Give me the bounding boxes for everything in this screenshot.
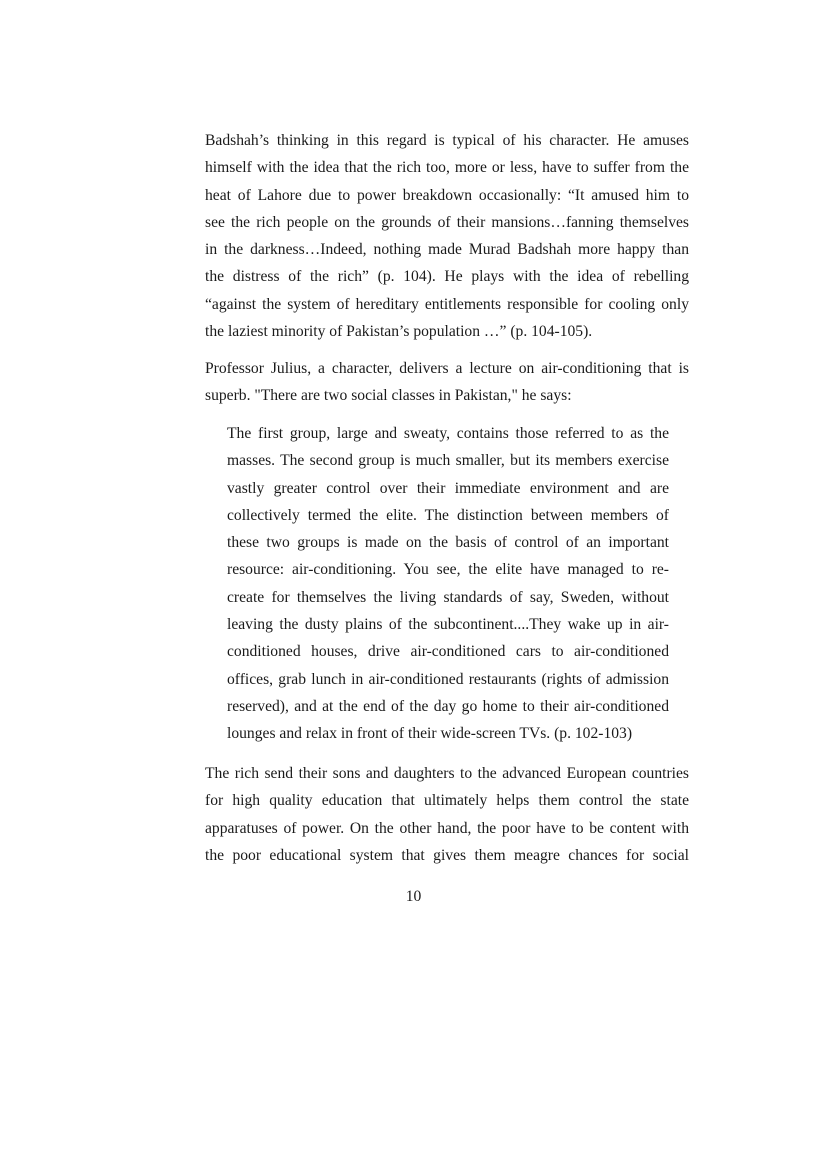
text-line: for high quality education that ultimately helps them control the state bbox=[205, 792, 689, 810]
text-line: see the rich people on the grounds of their mansions…fanning themselves bbox=[205, 213, 689, 231]
text-line: heat of Lahore due to power breakdown occasionally: “It amused him to bbox=[205, 186, 689, 204]
body-paragraph bbox=[205, 127, 689, 345]
page-number: 10 bbox=[405, 888, 422, 905]
text-line: the laziest minority of Pakistan’s population …” (p. 104-105). bbox=[205, 323, 593, 341]
quote-line: leaving the dusty plains of the subcontinent....They wake up in air- bbox=[227, 616, 669, 634]
quote-line: masses. The second group is much smaller, but its members exercise bbox=[227, 452, 669, 470]
quote-line: offices, grab lunch in air-conditioned restaurants (rights of admission bbox=[227, 670, 669, 688]
quote-line: The first group, large and sweaty, contains those referred to as the bbox=[227, 425, 669, 442]
text-line: Badshah’s thinking in this regard is typical of his character. He amuses bbox=[205, 132, 689, 149]
text-line: superb. "There are two social classes in Pakistan," he says: bbox=[205, 387, 572, 405]
quote-line: create for themselves the living standards of say, Sweden, without bbox=[227, 588, 669, 606]
block-quote bbox=[227, 420, 669, 748]
text-line: the distress of the rich” (p. 104). He plays with the idea of rebelling bbox=[205, 268, 689, 286]
quote-line: conditioned houses, drive air-conditioned cars to air-conditioned bbox=[227, 643, 669, 661]
quote-line: vastly greater control over their immediate environment and are bbox=[227, 479, 669, 497]
body-paragraph bbox=[205, 760, 689, 869]
quote-line: collectively termed the elite. The distinction between members of bbox=[227, 506, 669, 524]
text-line: “against the system of hereditary entitlements responsible for cooling only bbox=[205, 295, 689, 313]
text-line: in the darkness…Indeed, nothing made Murad Badshah more happy than bbox=[205, 241, 689, 259]
quote-line: resource: air-conditioning. You see, the elite have managed to re- bbox=[227, 561, 669, 579]
text-line: The rich send their sons and daughters to the advanced European countries bbox=[205, 765, 689, 782]
quote-line: reserved), and at the end of the day go home to their air-conditioned bbox=[227, 697, 669, 715]
text-line: himself with the idea that the rich too, more or less, have to suffer from the bbox=[205, 159, 689, 177]
quote-line: lounges and relax in front of their wide-screen TVs. (p. 102-103) bbox=[227, 725, 633, 743]
body-paragraph bbox=[205, 355, 689, 410]
text-line: apparatuses of power. On the other hand, the poor have to be content with bbox=[205, 819, 689, 837]
text-line: Professor Julius, a character, delivers a lecture on air-conditioning that is bbox=[205, 360, 689, 377]
quote-line: these two groups is made on the basis of control of an important bbox=[227, 534, 669, 552]
text-line: the poor educational system that gives them meagre chances for social bbox=[205, 846, 689, 864]
